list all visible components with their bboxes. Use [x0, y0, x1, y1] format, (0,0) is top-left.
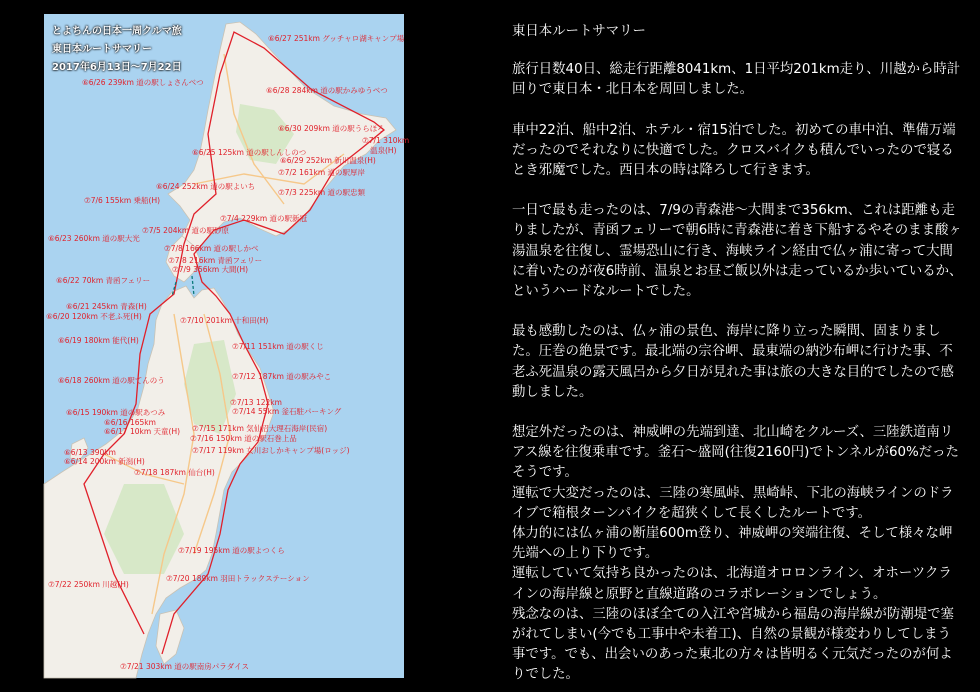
- stop-label: ⑦7/16 150km 道の駅石巻上品: [190, 434, 297, 443]
- summary-lodging: 車中22泊、船中2泊、ホテル・宿15泊でした。初めての車中泊、準備万端だったのでそれなりに快適でした。クロスバイクも積んでいったので寝るとき邪魔でした。西日本の時は降ろして行きます。: [512, 122, 956, 179]
- summary-unexpected: 想定外だったのは、神威岬の先端到達、北山崎をクルーズ、三陸鉄道南リアス線を往復乗車です。釜石〜盛岡(往復2160円)でトンネルが60%だったそうです。: [512, 425, 959, 481]
- stop-label: ⑥6/18 260km 道の駅てんのう: [58, 376, 165, 385]
- summary-overview: 旅行日数40日、総走行距離8041km、1日平均201km走り、川越から時計回りで東日本・北日本を周回しました。: [512, 62, 961, 98]
- stop-label: ⑦7/13 122km: [230, 398, 282, 407]
- stop-label: ⑦7/17 119km 女川おしかキャンプ場(ロッジ): [192, 446, 350, 455]
- summary-physical: 体力的には仏ヶ浦の断崖600m登り、神威岬の突端往復、そして様々な岬先端への上り下りです。: [512, 526, 953, 562]
- stop-label: ⑥6/22 70km 青函フェリー: [56, 276, 151, 285]
- stop-label: ⑦7/6 155km 乗船(H): [84, 196, 161, 205]
- stop-label: ⑦7/18 187km 仙台(H): [134, 468, 215, 477]
- stop-label: ⑦7/11 151km 道の駅くじ: [232, 342, 324, 351]
- stop-label: 温泉(H): [370, 146, 397, 155]
- route-summary: [512, 22, 964, 686]
- stop-label: ⑦7/22 250km 川越(H): [48, 580, 129, 589]
- stop-label: ⑥6/29 252km 新川温泉(H): [280, 156, 376, 165]
- summary-most-moving: 最も感動したのは、仏ヶ浦の景色、海岸に降り立った瞬間、固まりました。圧巻の絶景です。最北端の宗谷岬、最東端の納沙布岬に行けた事、不老ふ死温泉の露天風呂から夕日が見れた事は旅の大きな目的でしたので感動しました。: [512, 324, 954, 400]
- stop-label: ⑥6/19 180km 能代(H): [58, 336, 139, 345]
- summary-regret: 残念なのは、三陸のほぼ全ての入江や宮城から福島の海岸線が防潮堤で塞がれてしまい(今でも工事中や未着工)、自然の景観が様変わりしてしまう事です。でも、出会いのあった東北の方々は皆明るく元気だったのが何よりでした。: [512, 606, 954, 683]
- stop-label: ⑥6/26 239km 道の駅しょさんべつ: [82, 78, 204, 87]
- stop-label: ⑥6/25 125km 道の駅しんしのつ: [192, 148, 307, 157]
- stop-label: ⑥6/16 165km: [104, 418, 156, 427]
- stop-label: ⑦7/10 201km 十和田(H): [180, 316, 269, 325]
- stop-label: ⑦7/8 216km 青函フェリー: [168, 256, 263, 265]
- stop-label: ⑥6/14 200km 新潟(H): [64, 457, 145, 466]
- stop-label: ⑥6/23 260km 道の駅大光: [48, 234, 140, 243]
- route-map: [44, 14, 410, 678]
- stop-label: ⑥6/17 10km 天童(H): [104, 427, 181, 436]
- stop-label: ⑦7/8 166km 道の駅しかべ: [164, 244, 259, 253]
- stop-label: ⑦7/5 204km 道の駅砂原: [142, 226, 230, 235]
- stop-label: ⑥6/28 284km 道の駅かみゆうべつ: [266, 86, 388, 95]
- map-subtitle: 東日本ルートサマリー: [52, 44, 152, 55]
- stop-label: ⑦7/20 189km 羽田トラックステーション: [166, 574, 310, 583]
- stop-label: ⑦7/12 187km 道の駅みやこ: [232, 372, 332, 381]
- stop-label: ⑥6/20 120km 不老ふ死(H): [46, 312, 142, 321]
- stop-label: ⑥6/30 209km 道の駅うらほろ: [278, 124, 385, 133]
- summary-hard-driving: 運転で大変だったのは、三陸の寒風峠、黒崎峠、下北の海峡ラインのドライブで箱根ターンパイクを超狭くして長くしたルートです。: [512, 485, 954, 521]
- stop-label: ⑦7/21 303km 道の駅南房パラダイス: [120, 662, 249, 671]
- stop-label: ⑦7/3 225km 道の駅忠類: [278, 188, 366, 197]
- stop-label: ⑦7/2 161km 道の駅厚岸: [278, 168, 366, 177]
- stop-label: ⑥6/21 245km 青森(H): [66, 302, 147, 311]
- stop-label: ⑥6/27 251km グッチャロ湖キャンプ場: [268, 34, 405, 43]
- stop-label: ⑥6/24 252km 道の駅よいち: [156, 182, 256, 191]
- stop-label: ⑦7/1 310km: [362, 136, 410, 145]
- stop-label: ⑦7/15 171km 気仙沼大理石海岸(民宿): [192, 424, 328, 433]
- map-dates: 2017年6月13日〜7月22日: [52, 62, 182, 73]
- stop-label: ⑦7/14 55km 釜石駐パーキング: [232, 407, 342, 416]
- stop-label: ⑥6/13 390km: [64, 448, 116, 457]
- stop-label: ⑥6/15 190km 道の駅あつみ: [66, 408, 166, 417]
- summary-title: 東日本ルートサマリー: [512, 24, 646, 39]
- map-title: とよちんの日本一周クルマ旅: [52, 26, 182, 37]
- stop-label: ⑦7/4 229km 道の駅新冠: [220, 214, 308, 223]
- stop-label: ⑦7/19 195km 道の駅よつくら: [178, 546, 285, 555]
- summary-pleasant-driving: 運転していて気持ち良かったのは、北海道オロロンライン、オホーツクラインの海岸線と原野と直線道路のコラボレーションでしょう。: [512, 566, 952, 602]
- summary-longest-day: 一日で最も走ったのは、7/9の青森港〜大間まで356km、これは距離も走りましたが、青函フェリーで朝6時に青森港に着き下船するやそのまま酸ヶ湯温泉を往復し、霊場恐山に行き、海峡ライン経由で仏ヶ浦に寄って大間に着いたのが夜6時前、温泉とお昼ご飯以外は走っているか歩いているか、というハードなルートでした。: [512, 203, 963, 300]
- stop-label: ⑦7/9 356km 大間(H): [172, 265, 249, 274]
